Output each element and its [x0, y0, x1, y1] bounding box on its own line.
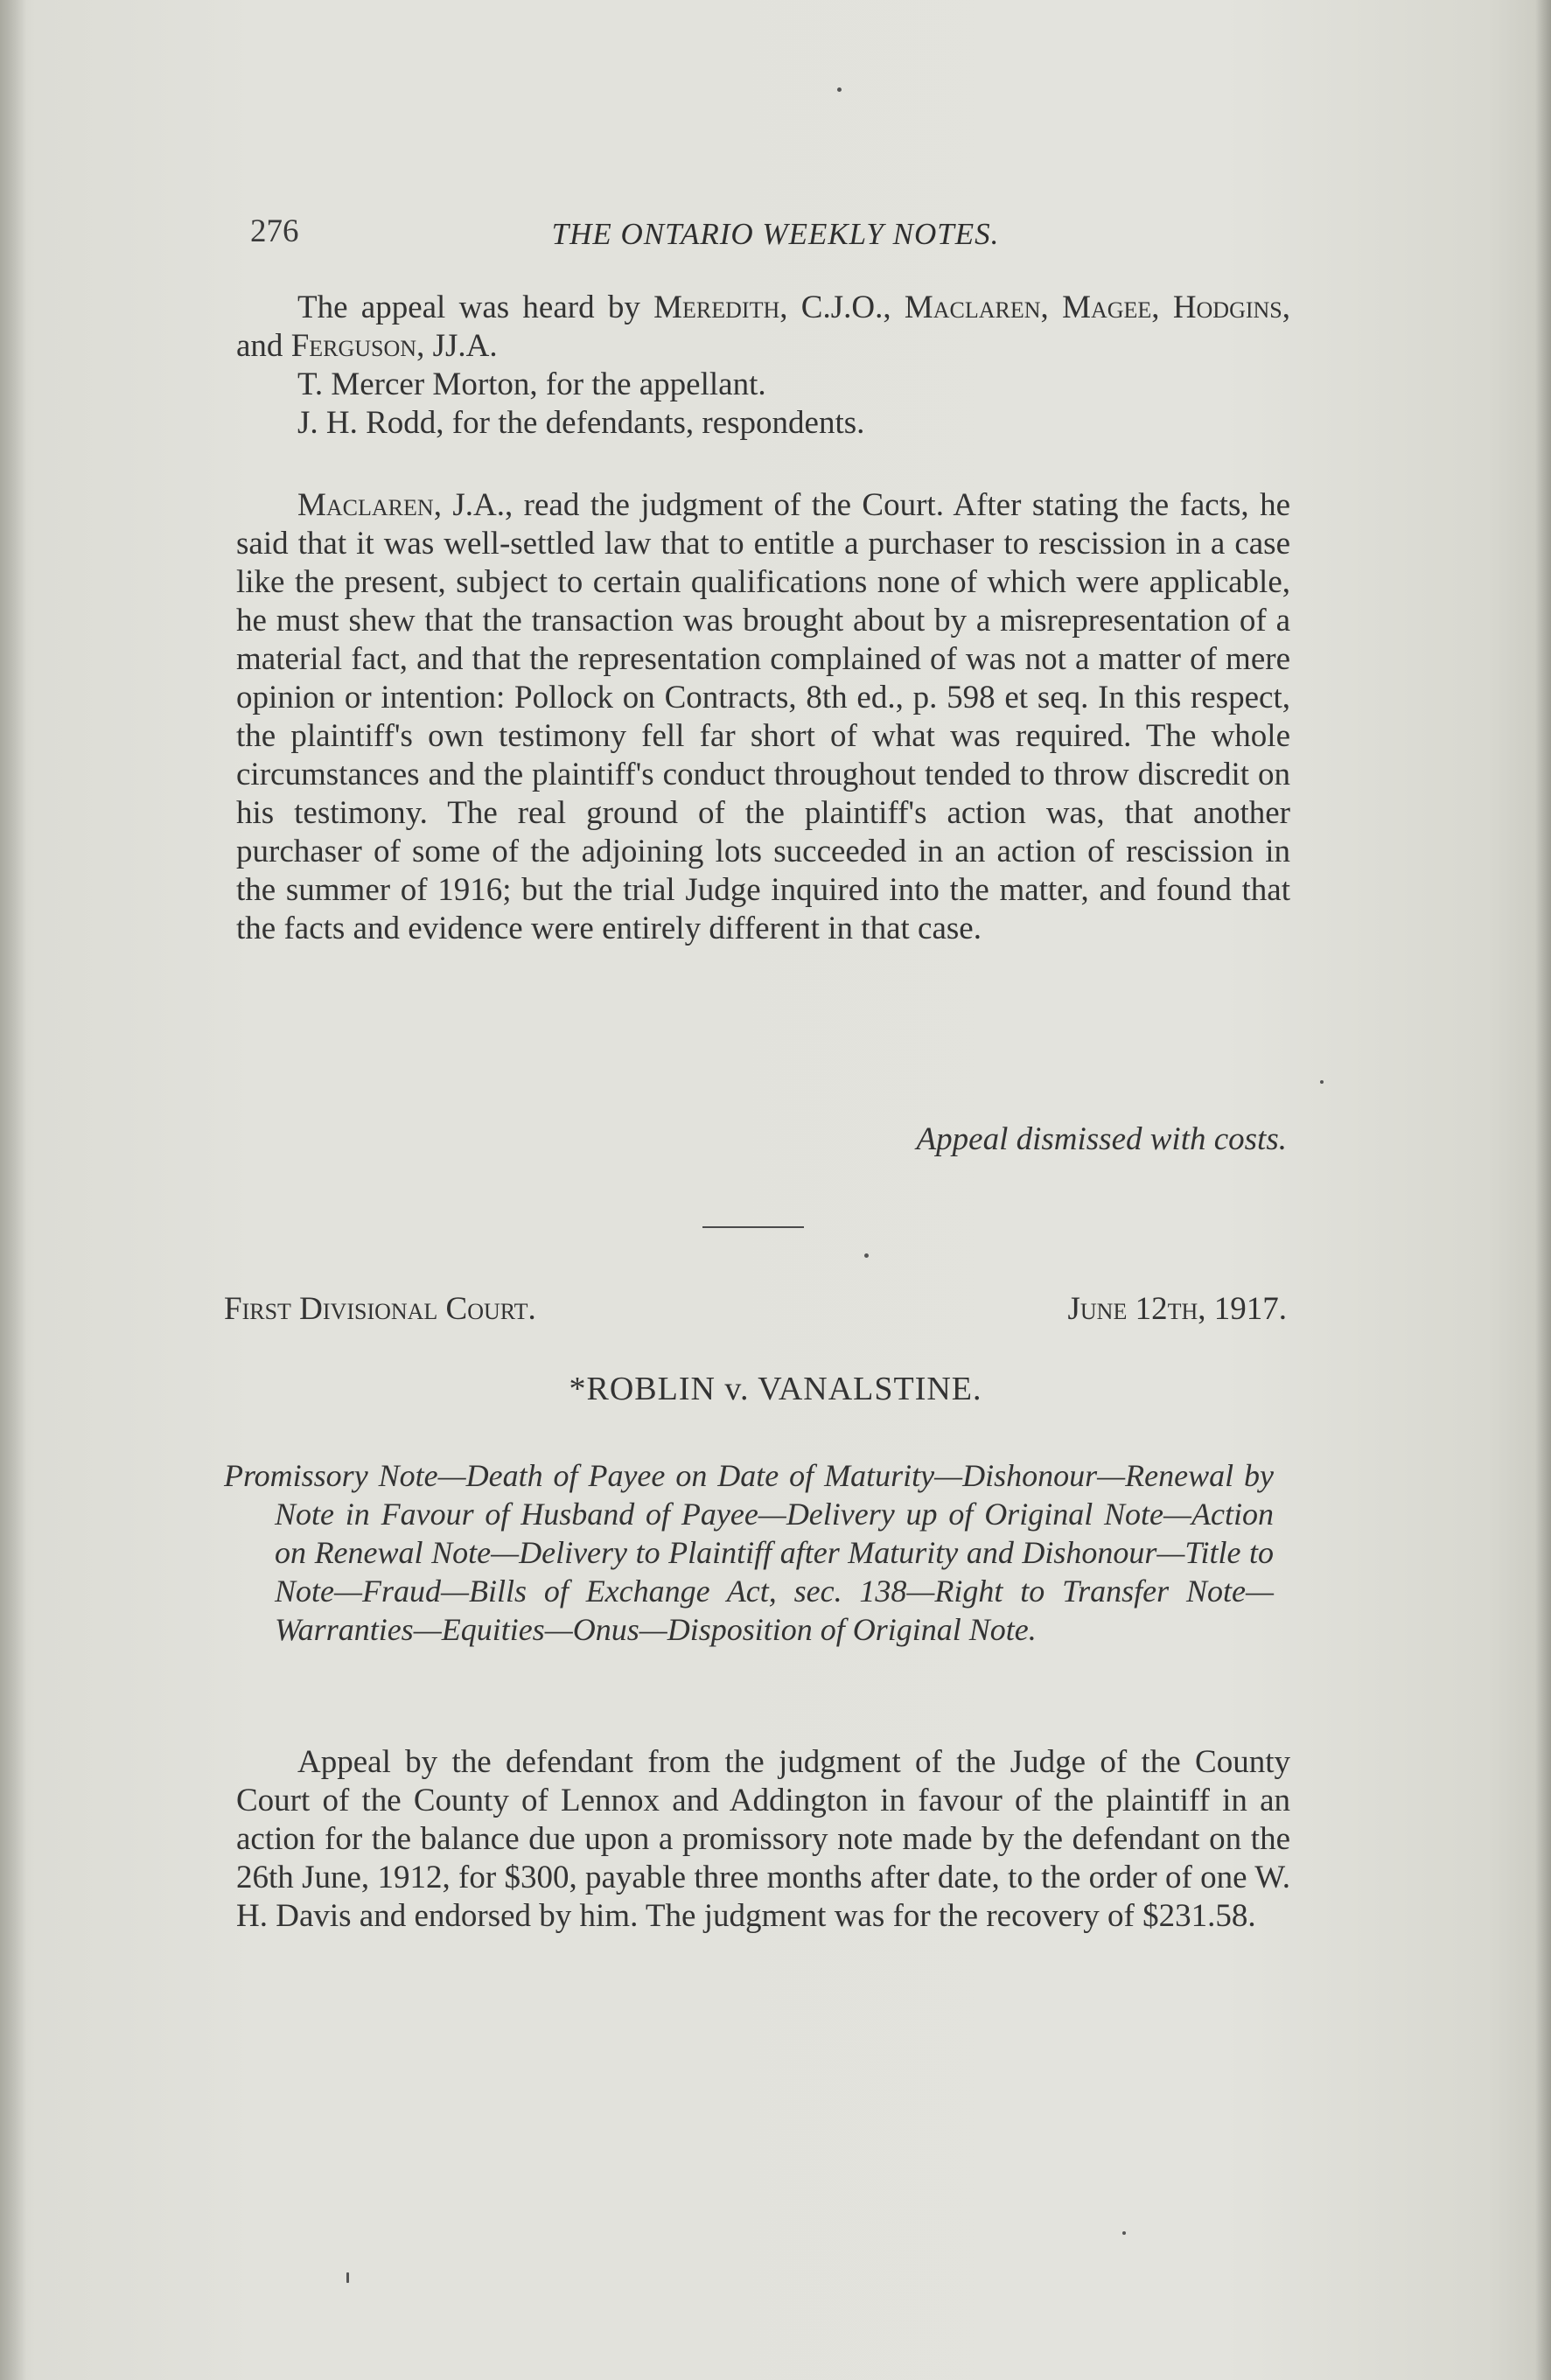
appellant-counsel: T. Mercer Morton, for the appellant. [297, 366, 766, 402]
court-line [224, 1290, 1287, 1329]
bench-paragraph: The appeal was heard by Meredith, C.J.O., Maclaren, Magee, Hodgins, and Ferguson, JJ.A. [236, 290, 1291, 364]
judge-name: Magee [1062, 290, 1152, 325]
print-speck [1122, 2231, 1126, 2235]
judgment-paragraph [236, 486, 1290, 948]
headnote [224, 1456, 1274, 1649]
page-number: 276 [250, 213, 299, 249]
section-divider [702, 1226, 804, 1228]
judge-name: Hodgins [1172, 290, 1282, 325]
running-head: THE ONTARIO WEEKLY NOTES. [551, 217, 1000, 251]
print-speck [1320, 1080, 1324, 1084]
judge-name: Maclaren [297, 487, 434, 523]
hearing-block [236, 289, 1290, 443]
headnote-text: Promissory Note—Death of Payee on Date of Maturity—Dishonour—Renewal by Note in Favour of Husband of Payee—Delivery up of Original Note—Action on Renewal Note—Delivery to Plaintiff after Maturity and Dishonour—Title to Note—Fraud—Bills of Exchange Act, sec. 138—Right to Transfer Note—Warranties—Equities—Onus—Disposition of Original Note. [224, 1458, 1274, 1647]
page-edge-shadow [1535, 0, 1551, 2380]
respondent-counsel: J. H. Rodd, for the defendants, respondents. [297, 405, 865, 441]
decision-date: June 12th, 1917. [1067, 1291, 1287, 1327]
judge-name: Meredith [653, 290, 780, 325]
judge-name: Ferguson [290, 328, 417, 364]
binding-shadow [0, 0, 26, 2380]
print-speck [864, 1253, 869, 1258]
court-name: First Divisional Court. [224, 1291, 536, 1327]
judgment-body: , J.A., read the judgment of the Court. After stating the facts, he said that it was well-settled law that to entitle a purchaser to rescission in a case like the present, subject to certain qualifications none of which were applicable, he must shew that the transaction was brought about by a misrepresentation of a material fact, and that the representation complained of was not a matter of mere opinion or intention: Pollock on Contracts, 8th ed., p. 598 et seq. In this respect, the plaintiff's own testimony fell far short of what was required. The whole circumstances and the plaintiff's conduct throughout tended to throw discredit on his testimony. The real ground of the plaintiff's action was, that another purchaser of some of the adjoining lots succeeded in an action of rescission in the summer of 1916; but the trial Judge inquired into the matter, and found that the facts and evidence were entirely different in that case. [236, 487, 1290, 946]
judge-name: Maclaren [904, 290, 1041, 325]
print-speck [837, 87, 842, 92]
case-opening: Appeal by the defendant from the judgment of the Judge of the County Court of the County of Lennox and Addington in favour of the plaintiff in an action for the balance due upon a promissory note made by the defendant on the 26th June, 1912, for $300, payable three months after date, to the order of one W. H. Davis and endorsed by him. The judgment was for the recovery of $231.58. [236, 1744, 1290, 1934]
case-title: *ROBLIN v. VANALSTINE. [569, 1371, 982, 1407]
case-opening-paragraph [236, 1743, 1290, 1936]
disposition: Appeal dismissed with costs. [916, 1121, 1287, 1157]
print-speck [346, 2272, 349, 2283]
